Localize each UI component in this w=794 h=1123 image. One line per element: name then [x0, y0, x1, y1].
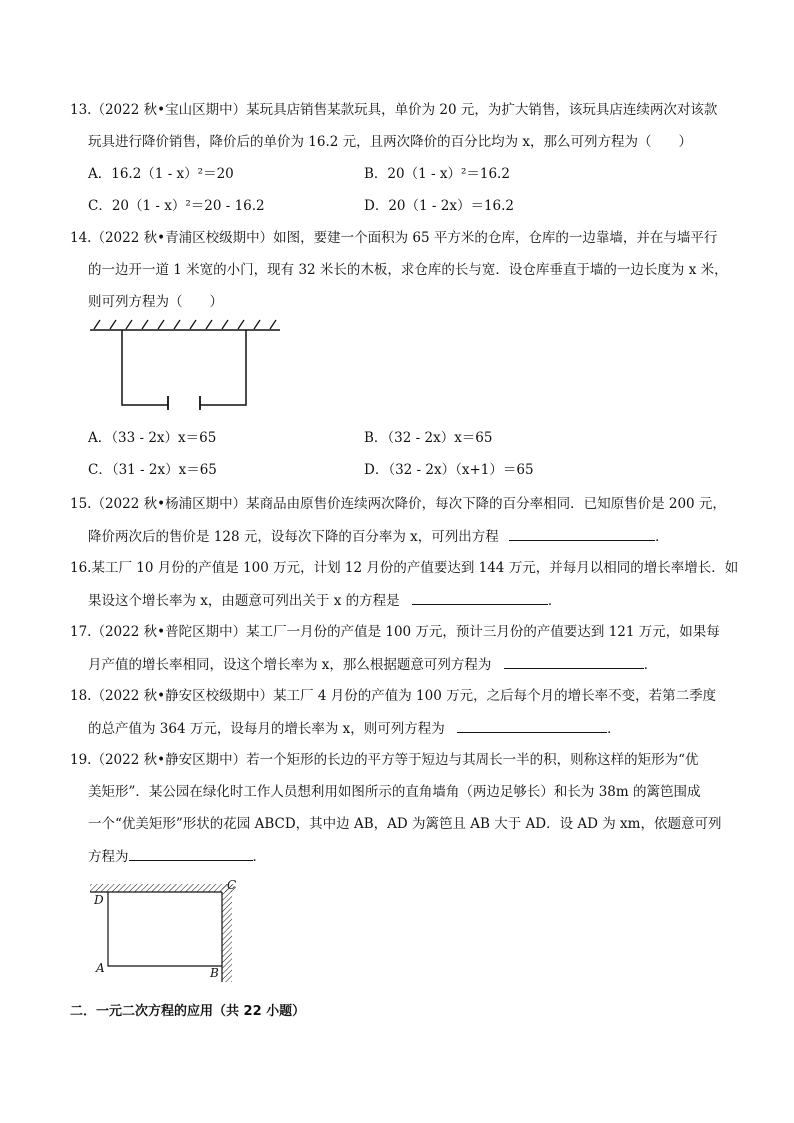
q14-option-c: C．（31 - 2x）x＝65	[88, 462, 217, 478]
vertex-a-label: A	[96, 961, 105, 975]
q13-text-line1: 13.（2022 秋•宝山区期中）某玩具店销售某款玩具，单价为 20 元，为扩大销售，该玩具店连续两次对该款	[70, 102, 718, 118]
q14-text-line3: 则可列方程为（ ）	[88, 294, 223, 310]
q14-text-line2: 的一边开一道 1 米宽的小门，现有 32 米长的木板，求仓库的长与宽．设仓库垂直于墙的一边长度为 x 米，	[88, 262, 728, 278]
q17-answer-blank[interactable]	[504, 654, 644, 669]
vertex-b-label: B	[210, 966, 219, 980]
q13-option-d: D．20（1 - 2x）＝16.2	[364, 198, 514, 214]
q13-text-line2: 玩具进行降价销售，降价后的单价为 16.2 元，且两次降价的百分比均为 x，那么可列方程为（ ）	[88, 134, 693, 150]
q16-text-line1: 16.某工厂 10 月份的产值是 100 万元，计划 12 月份的产值要达到 144 万元，并每月以相同的增长率增长．如	[70, 560, 739, 576]
q19-text-line4: 方程为 ．	[88, 846, 266, 867]
q18-text-line1: 18.（2022 秋•静安区校级期中）某工厂 4 月份的产值为 100 万元，之后每个月的增长率不变，若第二季度	[70, 688, 717, 704]
q14-text-line1: 14.（2022 秋•青浦区校级期中）如图，要建一个面积为 65 平方米的仓库，仓库的一边靠墙，并在与墙平行	[70, 230, 718, 246]
q13-option-c: C．20（1 - x）²＝20 - 16.2	[88, 198, 265, 214]
q19-text-line2: 美矩形”．某公园在绿化时工作人员想利用如图所示的直角墙角（两边足够长）和长为 38m 的篱笆围成	[88, 784, 701, 800]
q13-option-b: B．20（1 - x）²＝16.2	[364, 166, 510, 182]
q16-answer-blank[interactable]	[412, 590, 548, 605]
q15-answer-blank[interactable]	[509, 526, 655, 541]
q18-answer-blank[interactable]	[457, 718, 607, 733]
vertex-d-label: D	[94, 893, 104, 907]
vertex-c-label: C	[227, 878, 237, 892]
q15-text-line1: 15.（2022 秋•杨浦区期中）某商品由原售价连续两次降价，每次下降的百分率相同．已知原售价是 200 元，	[70, 496, 726, 512]
section-2-heading: 二．一元二次方程的应用（共 22 小题）	[70, 1004, 306, 1019]
q17-text-line1: 17.（2022 秋•普陀区期中）某工厂一月份的产值是 100 万元，预计三月份的产值要达到 121 万元，如果每	[70, 624, 720, 640]
q19-text-line1: 19.（2022 秋•静安区期中）若一个矩形的长边的平方等于短边与其周长一半的积，则称这样的矩形为“优	[70, 752, 699, 768]
q19-answer-blank[interactable]	[129, 846, 253, 861]
q19-text-line3: 一个“优美矩形”形状的花园 ABCD，其中边 AB，AD 为篱笆且 AB 大于 AD．设 AD 为 xm，依题意可列	[88, 816, 722, 832]
q16-text-line2: 果设这个增长率为 x，由题意可列出关于 x 的方程是 ．	[88, 590, 561, 611]
q18-text-line2: 的总产值为 364 万元，设每月的增长率为 x，则可列方程为 ．	[88, 718, 621, 739]
q14-option-d: D．（32 - 2x）（x+1）＝65	[364, 462, 534, 478]
q13-option-a: A．16.2（1 - x）²＝20	[88, 166, 234, 182]
q14-warehouse-figure	[88, 318, 288, 410]
q19-garden-figure	[86, 878, 246, 986]
q14-option-b: B．（32 - 2x）x＝65	[364, 430, 493, 446]
q15-text-line2: 降价两次后的售价是 128 元，设每次下降的百分率为 x，可列出方程 ．	[88, 526, 669, 547]
q17-text-line2: 月产值的增长率相同，设这个增长率为 x，那么根据题意可列方程为 ．	[88, 654, 657, 675]
q14-option-a: A．（33 - 2x）x＝65	[88, 430, 217, 446]
